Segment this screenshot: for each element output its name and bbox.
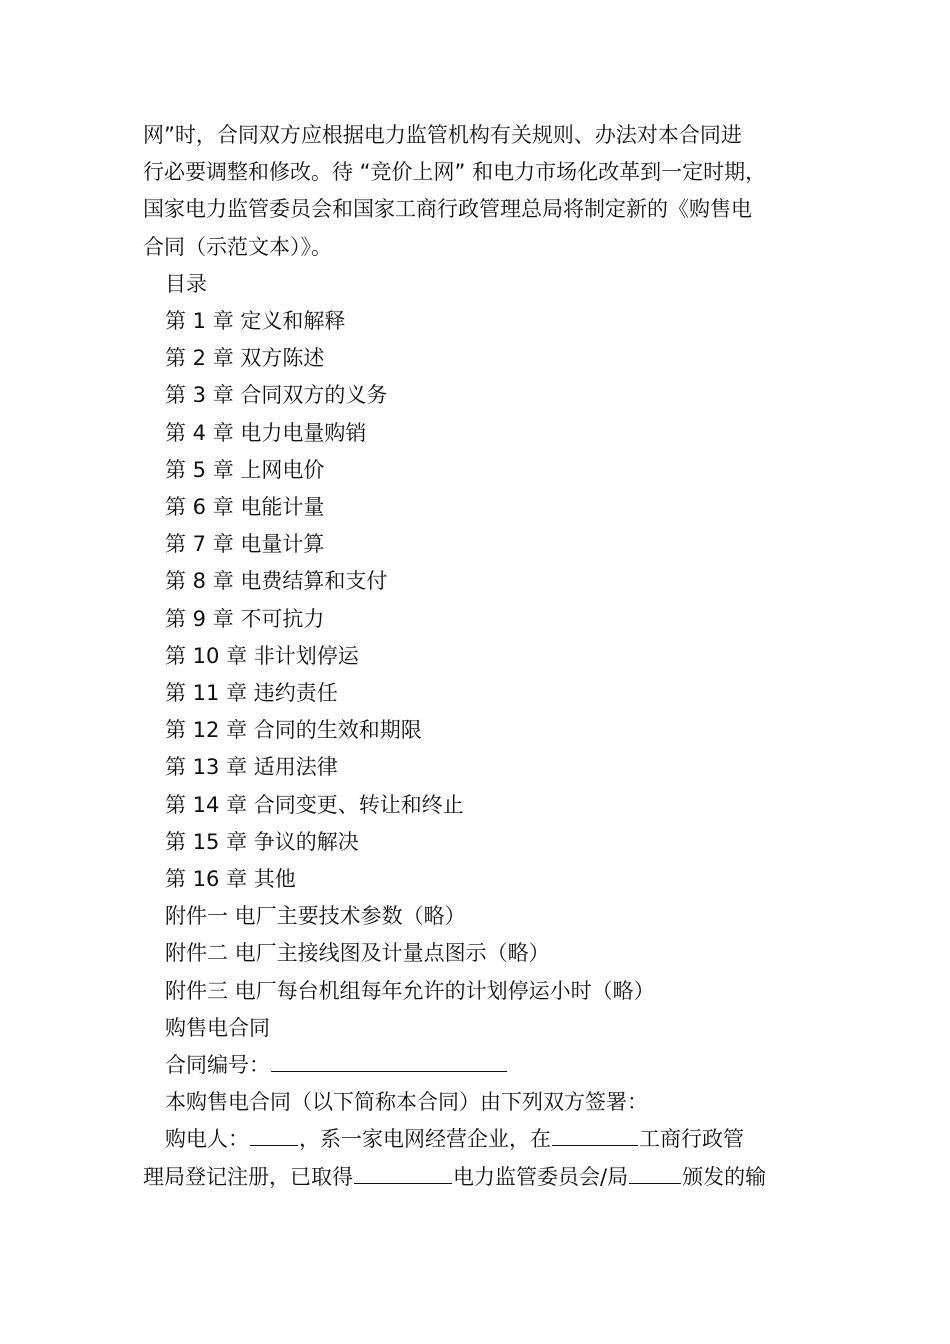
contract-number-blank xyxy=(271,1049,507,1072)
buyer-line-2 xyxy=(143,1159,813,1196)
buyer-name-blank xyxy=(250,1123,298,1146)
buyer-line-1 xyxy=(143,1121,813,1158)
buyer-label: 购电人： xyxy=(165,1127,249,1152)
buyer-text-a: ，系一家电网经营企业，在 xyxy=(299,1127,551,1152)
registration-region-blank xyxy=(552,1123,638,1146)
toc-item: 第 13 章 适用法律 xyxy=(165,755,338,780)
toc-item: 第 11 章 违约责任 xyxy=(165,681,338,706)
buyer-text-d: 电力监管委员会/局 xyxy=(453,1164,629,1189)
buyer-text-e: 颁发的输 xyxy=(682,1164,767,1189)
buyer-text-c: 理局登记注册，已取得 xyxy=(143,1164,353,1189)
toc-item: 第 16 章 其他 xyxy=(165,867,296,892)
intro-line: 行必要调整和修改。待 “竞价上网” 和电力市场化改革到一定时期， xyxy=(143,160,767,185)
toc-heading: 目录 xyxy=(165,271,207,296)
intro-line: 网”时，合同双方应根据电力监管机构有关规则、办法对本合同进 xyxy=(143,123,742,147)
contract-intro-sentence: 本购售电合同（以下简称本合同）由下列双方签署： xyxy=(165,1090,648,1115)
toc-item: 第 1 章 定义和解释 xyxy=(165,309,346,334)
contract-number-line xyxy=(143,1047,813,1084)
toc-item: 第 14 章 合同变更、转让和终止 xyxy=(165,792,464,817)
toc-item: 第 7 章 电量计算 xyxy=(165,532,325,557)
toc-item: 第 2 章 双方陈述 xyxy=(165,346,325,371)
toc-item: 第 10 章 非计划停运 xyxy=(165,643,359,668)
toc-item: 第 3 章 合同双方的义务 xyxy=(165,383,388,408)
contract-number-label: 合同编号： xyxy=(165,1053,270,1078)
toc-item: 附件一 电厂主要技术参数（略） xyxy=(165,904,466,929)
buyer-text-b: 工商行政管 xyxy=(639,1127,744,1152)
toc-item: 第 8 章 电费结算和支付 xyxy=(165,569,388,594)
toc-item: 第 12 章 合同的生效和期限 xyxy=(165,718,422,743)
toc-item: 第 5 章 上网电价 xyxy=(165,457,325,482)
toc-item: 第 9 章 不可抗力 xyxy=(165,606,325,631)
bureau-blank xyxy=(629,1161,681,1184)
table-of-contents xyxy=(143,303,813,1010)
commission-region-blank xyxy=(354,1161,452,1184)
buyer-clause xyxy=(143,1121,813,1195)
intro-line: 合同（示范文本）》。 xyxy=(143,234,332,259)
toc-item: 第 15 章 争议的解决 xyxy=(165,829,359,854)
intro-paragraph xyxy=(143,117,813,266)
toc-item: 附件二 电厂主接线图及计量点图示（略） xyxy=(165,941,550,966)
toc-item: 第 6 章 电能计量 xyxy=(165,495,325,520)
toc-item: 第 4 章 电力电量购销 xyxy=(165,420,367,445)
toc-item: 附件三 电厂每台机组每年允许的计划停运小时（略） xyxy=(165,978,655,1003)
document-body xyxy=(143,117,813,1196)
contract-title: 购售电合同 xyxy=(165,1015,270,1040)
intro-line: 国家电力监管委员会和国家工商行政管理总局将制定新的《购售电 xyxy=(143,197,752,222)
